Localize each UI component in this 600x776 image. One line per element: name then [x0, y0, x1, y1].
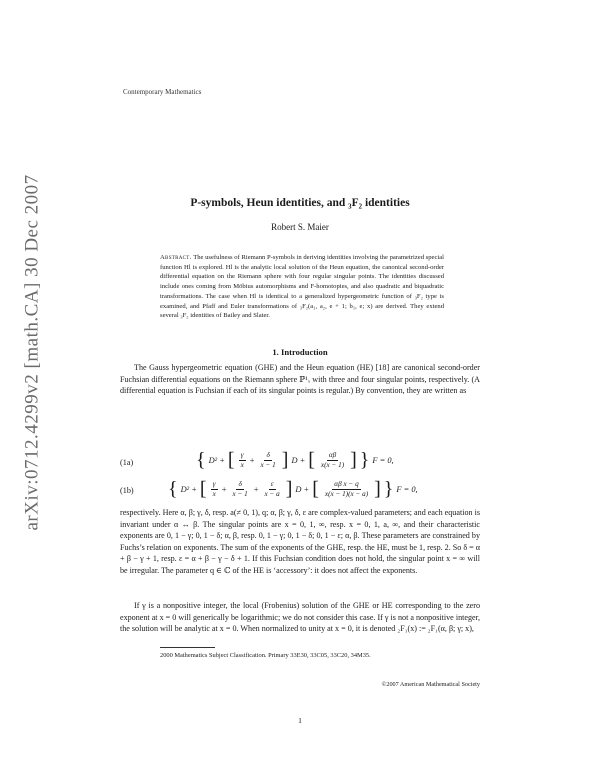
equation-1a-label: (1a) — [120, 458, 134, 467]
abstract-text: The usefulness of Riemann P-symbols in deriving identities involving the parametrized special function Hl is explored. Hl is the analytic local solution of the Heun equation, the canonical second-order differential equation on the Riemann sphere with four regular singular points. The identities discussed include ones coming from Möbius automorphisms and F-homotopies, and also quadratic and biquadratic transformations. The case when Hl is identical to a generalized hypergeometric function of ₃F₂ type is examined, and Pfaff and Euler transformations of ₃F₂(a₁, a₂, e + 1; b₁, e; x) are derived. They extend several ₃F₂ identities of Bailey and Slater. — [160, 254, 444, 320]
eq1a-frac-2: $\frac{\delta}{x - 1}$ — [260, 450, 276, 469]
bracket-open: [ — [199, 478, 207, 500]
parameters-text: respectively. Here α, β; γ, δ, resp. a(≠ 0, 1), q; α, β; γ, δ, ε are complex-valued parameters; and each equation is invariant under α ↔ β. The singular points are x = 0, 1, ∞, resp. x = 0, 1, a, ∞, and their characteristic exponents are 0, 1 − γ; 0, 1 − δ; α, β, resp. 0, 1 − γ; 0, 1 − δ; 0, 1 − ε; α, β. These parameters are constrained by Fuchs’s relation on exponents. The sum of the exponents of the GHE, resp. the HE, must be 1, resp. 2. So δ = α + β − γ + 1, resp. ε = α + β − γ − δ + 1. If this Fuchsian condition does not hold, the singular point x = ∞ will be irregular. The parameter q ∈ ℂ of the HE is ‘accessory’: it does not affect the exponents. — [120, 508, 480, 575]
frobenius-paragraph — [120, 600, 480, 635]
eq1a-plus: + — [249, 455, 255, 465]
bracket-open-2: [ — [312, 478, 319, 500]
brace-close: } — [359, 449, 370, 471]
brace-open: { — [196, 449, 206, 471]
abstract — [160, 253, 444, 321]
eq1a-frac-3: $\frac{\alpha\beta}{x(x - 1)}$ — [320, 450, 345, 469]
bracket-open-2: [ — [308, 449, 315, 471]
eq1a-mid: D + — [291, 455, 306, 465]
arxiv-identifier: arXiv:0712.4299v2 [math.CA] 30 Dec 2007 — [21, 174, 43, 531]
eq1b-plus-1: + — [221, 484, 227, 494]
eq1b-frac-3: $\frac{\varepsilon}{x - a}$ — [264, 479, 280, 498]
copyright: ©2007 American Mathematical Society — [381, 681, 480, 688]
intro-text: The Gauss hypergeometric equation (GHE) and the Heun equation (HE) [18] are canonical second-order Fuchsian differential equations on the Riemann sphere ℙ¹ₓ with three and four singular points, respectively. (A differential equation is Fuchsian if each of its singular points is regular.) By convention, they are written as — [120, 363, 480, 396]
eq1b-frac-4: $\frac{\text{αβ x − q}}{x(x - 1)(x - a)}$ — [324, 479, 369, 498]
equation-1b — [168, 474, 418, 504]
paper-title: P-symbols, Heun identities, and ₃F₂ identities — [190, 197, 410, 209]
eq1b-plus-2: + — [253, 484, 259, 494]
bracket-close: ] — [281, 449, 289, 471]
parameters-paragraph — [120, 507, 480, 577]
frobenius-text: If γ is a nonpositive integer, the local (Frobenius) solution of the GHE or HE corresponding to the zero exponent at x = 0 will generically be logarithmic; we do not consider this case. If γ is not a nonpositive integer, the solution will be analytic at x = 0. When normalized to unity at x = 0, it is denoted ₂F₁(x) := ₂F₁(α, β; γ; x), — [120, 601, 480, 634]
page-number: 1 — [298, 716, 302, 725]
eq1b-frac-1: $\frac{\gamma}{x}$ — [212, 479, 216, 498]
eq1a-frac-1: $\frac{\gamma}{x}$ — [240, 450, 244, 469]
eq1b-frac-2: $\frac{\delta}{x - 1}$ — [232, 479, 248, 498]
equation-1a — [196, 445, 394, 475]
bracket-close-2: ] — [350, 449, 357, 471]
bracket-close-2: ] — [374, 478, 381, 500]
bracket-close: ] — [285, 478, 293, 500]
equation-1b-label: (1b) — [120, 486, 134, 495]
footnote-rule — [160, 647, 215, 648]
footnote: 2000 Mathematics Subject Classification. Primary 33E30, 33C05, 33C20, 34M35. — [160, 652, 371, 659]
eq1b-tail: F = 0, — [396, 484, 418, 494]
intro-paragraph — [120, 362, 480, 397]
author-name: Robert S. Maier — [271, 222, 329, 232]
bracket-open: [ — [227, 449, 235, 471]
abstract-label: Abstract. — [160, 254, 192, 261]
eq1a-lead: D² + — [208, 455, 225, 465]
brace-open: { — [168, 478, 178, 500]
eq1a-tail: F = 0, — [372, 455, 394, 465]
eq1b-lead: D² + — [180, 484, 197, 494]
series-name: Contemporary Mathematics — [123, 88, 202, 96]
eq1b-mid: D + — [295, 484, 310, 494]
brace-close: } — [383, 478, 394, 500]
section-heading: 1. Introduction — [272, 347, 328, 357]
